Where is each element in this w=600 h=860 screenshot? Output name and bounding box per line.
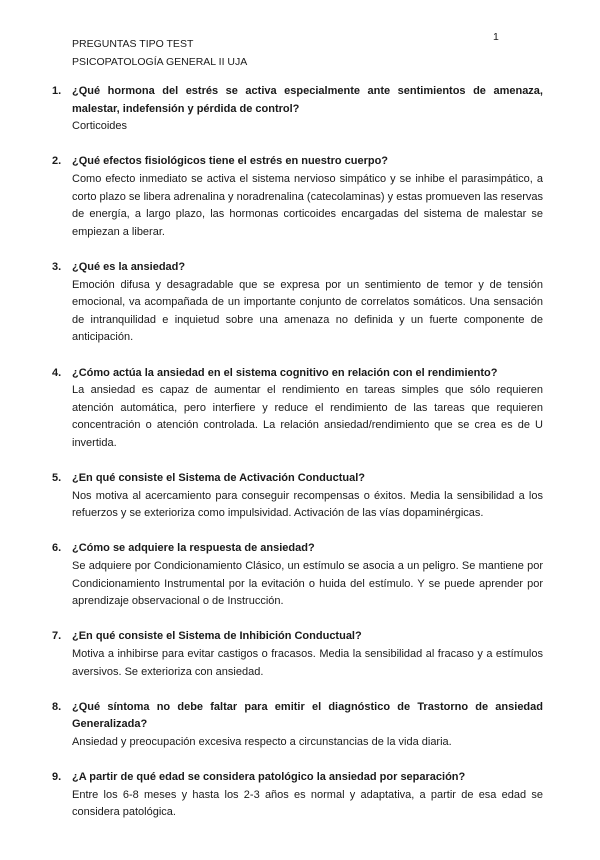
question-item	[52, 628, 543, 681]
question-text: ¿En qué consiste el Sistema de Inhibición Conductual?	[72, 630, 362, 643]
answer-text: Emoción difusa y desagradable que se expresa por un sentimiento de temor y de tensión emocional, va acompañada de un importante conjunto de correlatos somáticos. Una sensación de intranquilidad e inquietud sobre una amenaza no definida y un fuerte componente de anticipación.	[72, 278, 543, 344]
question-item	[52, 769, 543, 822]
question-text: ¿Qué hormona del estrés se activa especialmente ante sentimientos de amenaza, malestar, indefensión y pérdida de control?	[72, 85, 543, 115]
question-text: ¿En qué consiste el Sistema de Activación Conductual?	[72, 472, 365, 485]
question-number: 6.	[52, 542, 62, 555]
question-item	[52, 259, 543, 347]
question-number: 3.	[52, 260, 62, 273]
answer-text: Como efecto inmediato se activa el sistema nervioso simpático y se inhibe el parasimpático, a corto plazo se libera adrenalina y noradrenalina (catecolaminas) y estas promueven las reservas de energía, a largo plazo, las hormonas corticoides encargadas del sistema de malestar se empiezan a liberar.	[72, 172, 543, 238]
question-number: 4.	[52, 366, 62, 379]
question-text: ¿Qué efectos fisiológicos tiene el estrés en nuestro cuerpo?	[72, 155, 389, 168]
question-item	[52, 470, 543, 523]
question-number: 7.	[52, 630, 62, 643]
question-number: 5.	[52, 472, 62, 485]
question-item	[52, 153, 543, 241]
question-item	[52, 83, 543, 136]
answer-text: Corticoides	[72, 120, 128, 133]
answer-text: La ansiedad es capaz de aumentar el rendimiento en tareas simples que sólo requieren atención automática, pero interfiere y reduce el rendimiento de las tareas que requieren concentración o atención controlada. La relación ansiedad/rendimiento que se crea es de U invertida.	[72, 384, 543, 449]
question-text: ¿A partir de qué edad se considera patológico la ansiedad por separación?	[72, 771, 466, 784]
question-number: 2.	[52, 155, 62, 168]
question-text: ¿Cómo se adquiere la respuesta de ansiedad?	[72, 542, 315, 555]
question-text: ¿Qué síntoma no debe faltar para emitir el diagnóstico de Trastorno de ansiedad Generalizada?	[72, 700, 543, 731]
question-text: ¿Qué es la ansiedad?	[72, 260, 186, 273]
header-title: PREGUNTAS TIPO TEST	[72, 38, 194, 50]
answer-text: Se adquiere por Condicionamiento Clásico, un estímulo se asocia a un peligro. Se mantiene por Condicionamiento Instrumental por la evitación o huida del estímulo. Y se puede aprender por aprendizaje observacional o de Instrucción.	[72, 560, 543, 608]
question-item	[52, 365, 543, 453]
answer-text: Nos motiva al acercamiento para conseguir recompensas o éxitos. Media la sensibilidad a los refuerzos y se exterioriza como impulsividad. Activación de las vías dopaminérgicas.	[72, 489, 543, 520]
question-number: 8.	[52, 700, 62, 713]
question-text: ¿Cómo actúa la ansiedad en el sistema cognitivo en relación con el rendimiento?	[72, 366, 498, 379]
header-subtitle: PSICOPATOLOGÍA GENERAL II UJA	[72, 56, 248, 68]
question-item	[52, 699, 543, 752]
question-item	[52, 540, 543, 610]
question-number: 1.	[52, 85, 62, 97]
page-number: 1	[493, 31, 499, 43]
answer-text: Motiva a inhibirse para evitar castigos o fracasos. Media la sensibilidad al fracaso y a estímulos aversivos. Se exterioriza con ansiedad.	[72, 648, 543, 678]
answer-text: Ansiedad y preocupación excesiva respecto a circunstancias de la vida diaria.	[72, 735, 452, 748]
answer-text: Entre los 6-8 meses y hasta los 2-3 años es normal y adaptativa, a partir de esa edad se considera patológica.	[72, 788, 543, 819]
question-number: 9.	[52, 771, 62, 784]
